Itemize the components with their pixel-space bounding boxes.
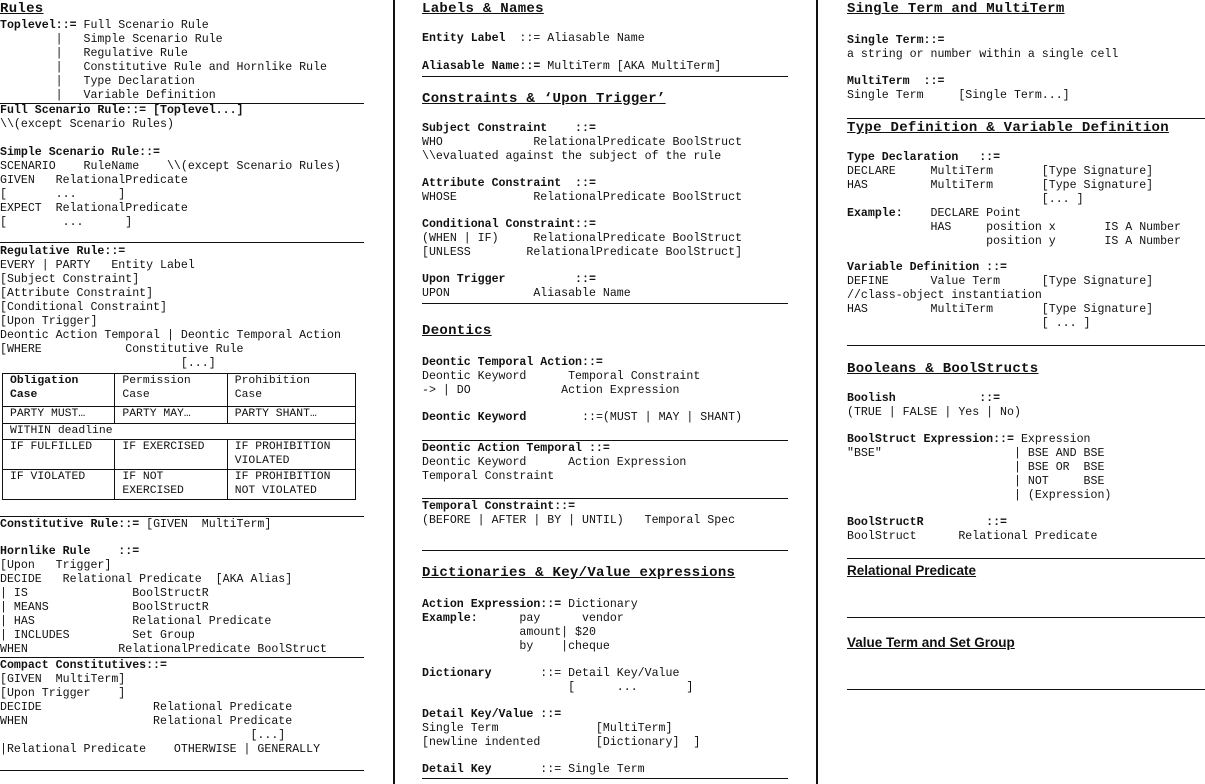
compact-line: [...]: [0, 729, 286, 742]
dat-title: Deontic Action Temporal ::=: [422, 442, 610, 455]
type-definition-heading: Type Definition & Variable Definition: [847, 120, 1169, 136]
booleans-heading: Booleans & BoolStructs: [847, 361, 1039, 377]
table-row: [3, 423, 356, 440]
divider: [0, 657, 364, 658]
table-cell: IF PROHIBITION VIOLATED: [227, 440, 355, 470]
conditional-title: Conditional Constraint::=: [422, 218, 596, 231]
hornlike-line: WHEN RelationalPredicate BoolStruct: [0, 643, 327, 656]
divider: [847, 345, 1205, 346]
toplevel-line: | Simple Scenario Rule: [0, 33, 223, 46]
full-scenario-line: \\(except Scenario Rules): [0, 118, 174, 131]
boolish-line: (TRUE | FALSE | Yes | No): [847, 406, 1021, 419]
action-expr-line: amount| $20: [422, 626, 596, 639]
boolstructr-title: BoolStructR ::=: [847, 516, 1008, 529]
detail-kv-title: Detail Key/Value ::=: [422, 708, 562, 721]
var-def-line: [ ... ]: [847, 317, 1091, 330]
divider: [0, 242, 364, 243]
divider: [422, 76, 788, 77]
regulative-line: [WHERE Constitutive Rule: [0, 343, 244, 356]
table-cell: Obligation Case: [3, 374, 115, 407]
full-scenario-title: Full Scenario Rule::= [Toplevel...]: [0, 104, 244, 117]
single-term-heading: Single Term and MultiTerm: [847, 1, 1065, 17]
single-title: Single Term::=: [847, 34, 945, 47]
hornlike-line: | IS BoolStructR: [0, 587, 209, 600]
hornlike-line: | MEANS BoolStructR: [0, 601, 209, 614]
deontic-cases-table: [2, 373, 356, 500]
regulative-title: Regulative Rule::=: [0, 245, 126, 258]
type-decl-line: [... ]: [847, 193, 1084, 206]
table-row: [3, 440, 356, 470]
toplevel-line: | Type Declaration: [0, 75, 195, 88]
dta-title: Deontic Temporal Action::=: [422, 356, 603, 369]
divider: [847, 558, 1205, 559]
var-def-line: DEFINE Value Term [Type Signature]: [847, 275, 1154, 288]
divider: [0, 516, 364, 517]
hornlike-line: DECIDE Relational Predicate [AKA Alias]: [0, 573, 293, 586]
action-expr-line: Example: pay vendor: [422, 612, 624, 625]
type-decl-line: position y IS A Number: [847, 235, 1181, 248]
type-decl-line: HAS position x IS A Number: [847, 221, 1181, 234]
hornlike-title: Hornlike Rule ::=: [0, 545, 140, 558]
dta-line: -> | DO Action Expression: [422, 384, 680, 397]
table-cell: PARTY SHANT…: [227, 407, 355, 424]
table-cell: Permission Case: [115, 374, 227, 407]
compact-line: |Relational Predicate OTHERWISE | GENERALLY: [0, 743, 321, 756]
divider: [422, 778, 788, 779]
multi-line: Single Term [Single Term...]: [847, 89, 1070, 102]
hornlike-line: | INCLUDES Set Group: [0, 629, 195, 642]
detail-key-line: Detail Key ::= Single Term: [422, 763, 645, 776]
toplevel-line: | Constitutive Rule and Hornlike Rule: [0, 61, 327, 74]
subject-line: WHO RelationalPredicate BoolStruct: [422, 136, 743, 149]
constitutive-rest: [GIVEN MultiTerm]: [139, 518, 272, 531]
toplevel-line: | Variable Definition: [0, 89, 216, 102]
hornlike-line: [Upon Trigger]: [0, 559, 112, 572]
table-cell: IF PROHIBITION NOT VIOLATED: [227, 470, 355, 500]
labels-heading: Labels & Names: [422, 1, 544, 17]
compact-line: WHEN Relational Predicate: [0, 715, 293, 728]
compact-title: Compact Constitutives::=: [0, 659, 167, 672]
action-expr-line: by |cheque: [422, 640, 610, 653]
table-cell: Prohibition Case: [227, 374, 355, 407]
column-separator: [393, 0, 395, 784]
upon-title: Upon Trigger ::=: [422, 273, 596, 286]
boolstruct-line: | BSE OR BSE: [847, 461, 1105, 474]
var-def-line: //class-object instantiation: [847, 289, 1042, 302]
table-cell: IF FULFILLED: [3, 440, 115, 470]
conditional-line: [UNLESS RelationalPredicate BoolStruct]: [422, 246, 743, 259]
divider: [422, 440, 788, 441]
simple-scenario-line: EXPECT RelationalPredicate: [0, 202, 188, 215]
temporal-line: (BEFORE | AFTER | BY | UNTIL) Temporal Spec: [422, 514, 736, 527]
attribute-line: WHOSE RelationalPredicate BoolStruct: [422, 191, 743, 204]
simple-scenario-line: SCENARIO RuleName \\(except Scenario Rules): [0, 160, 341, 173]
type-decl-line: Example: DECLARE Point: [847, 207, 1021, 220]
simple-scenario-line: GIVEN RelationalPredicate: [0, 174, 188, 187]
rules-heading: Rules: [0, 1, 44, 17]
boolstructr-line: BoolStruct Relational Predicate: [847, 530, 1098, 543]
table-cell: IF NOT EXERCISED: [115, 470, 227, 500]
simple-scenario-title: Simple Scenario Rule::=: [0, 146, 161, 159]
dictionary-line: Dictionary ::= Detail Key/Value: [422, 667, 680, 680]
column-separator: [816, 0, 818, 784]
var-def-title: Variable Definition ::=: [847, 261, 1008, 274]
toplevel-line: | Regulative Rule: [0, 47, 188, 60]
action-expr-line: Action Expression::= Dictionary: [422, 598, 638, 611]
detail-kv-line: [newline indented [Dictionary] ]: [422, 736, 701, 749]
regulative-line: [Subject Constraint]: [0, 273, 140, 286]
regulative-line: EVERY | PARTY Entity Label: [0, 259, 195, 272]
table-cell: WITHIN deadline: [3, 423, 356, 440]
upon-line: UPON Aliasable Name: [422, 287, 631, 300]
divider: [422, 303, 788, 304]
boolstruct-line: | (Expression): [847, 489, 1112, 502]
deontic-keyword-line: Deontic Keyword ::=(MUST | MAY | SHANT): [422, 411, 743, 424]
single-line: a string or number within a single cell: [847, 48, 1119, 61]
hornlike-line: | HAS Relational Predicate: [0, 615, 272, 628]
divider: [847, 617, 1205, 618]
divider: [422, 550, 788, 551]
deontics-heading: Deontics: [422, 323, 492, 339]
boolstruct-line: "BSE" | BSE AND BSE: [847, 447, 1105, 460]
divider: [847, 118, 1205, 119]
multi-title: MultiTerm ::=: [847, 75, 945, 88]
type-decl-title: Type Declaration ::=: [847, 151, 1001, 164]
detail-kv-line: Single Term [MultiTerm]: [422, 722, 673, 735]
divider: [847, 689, 1205, 690]
boolstruct-line: | NOT BSE: [847, 475, 1105, 488]
dat-line: Temporal Constraint: [422, 470, 555, 483]
dta-line: Deontic Keyword Temporal Constraint: [422, 370, 701, 383]
entity-label-line: Entity Label ::= Aliasable Name: [422, 32, 645, 45]
simple-scenario-line: [ ... ]: [0, 188, 126, 201]
boolstruct-line: BoolStruct Expression::= Expression: [847, 433, 1091, 446]
constitutive-line: [0, 518, 271, 532]
subject-line: \\evaluated against the subject of the rule: [422, 150, 722, 163]
subject-title: Subject Constraint ::=: [422, 122, 596, 135]
table-cell: IF VIOLATED: [3, 470, 115, 500]
regulative-line: [Upon Trigger]: [0, 315, 98, 328]
divider: [0, 770, 364, 771]
table-cell: PARTY MUST…: [3, 407, 115, 424]
type-decl-line: HAS MultiTerm [Type Signature]: [847, 179, 1154, 192]
conditional-line: (WHEN | IF) RelationalPredicate BoolStruct: [422, 232, 743, 245]
constitutive-title: Constitutive Rule::=: [0, 518, 140, 531]
dictionaries-heading: Dictionaries & Key/Value expressions: [422, 565, 736, 581]
attribute-title: Attribute Constraint ::=: [422, 177, 596, 190]
table-cell: PARTY MAY…: [115, 407, 227, 424]
compact-line: [GIVEN MultiTerm]: [0, 673, 126, 686]
value-term-heading: Value Term and Set Group: [847, 635, 1015, 650]
regulative-line: Deontic Action Temporal | Deontic Temporal Action: [0, 329, 341, 342]
regulative-line: [Conditional Constraint]: [0, 301, 167, 314]
divider: [422, 498, 788, 499]
constraints-heading: Constraints & ‘Upon Trigger’: [422, 91, 666, 107]
simple-scenario-line: [ ... ]: [0, 216, 133, 229]
boolish-title: Boolish ::=: [847, 392, 1001, 405]
dat-line: Deontic Keyword Action Expression: [422, 456, 687, 469]
dictionary-line: [ ... ]: [422, 681, 694, 694]
type-decl-line: DECLARE MultiTerm [Type Signature]: [847, 165, 1154, 178]
table-cell: IF EXERCISED: [115, 440, 227, 470]
table-row: [3, 470, 356, 500]
aliasable-name-line: Aliasable Name::= MultiTerm [AKA MultiTerm]: [422, 60, 722, 73]
var-def-line: HAS MultiTerm [Type Signature]: [847, 303, 1154, 316]
relational-predicate-heading: Relational Predicate: [847, 563, 977, 578]
regulative-line: [...]: [0, 357, 216, 370]
temporal-title: Temporal Constraint::=: [422, 500, 576, 513]
toplevel-line: Toplevel::= Full Scenario Rule: [0, 19, 209, 32]
compact-line: DECIDE Relational Predicate: [0, 701, 293, 714]
regulative-line: [Attribute Constraint]: [0, 287, 154, 300]
compact-line: [Upon Trigger ]: [0, 687, 126, 700]
table-row: [3, 374, 356, 407]
table-row: [3, 407, 356, 424]
